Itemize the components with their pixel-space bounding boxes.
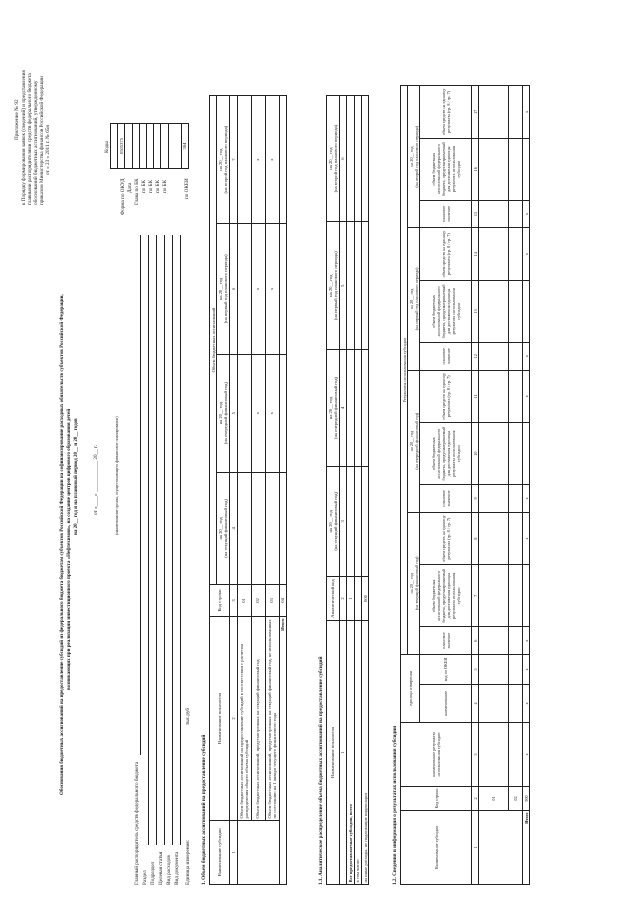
field-razdel-line bbox=[148, 235, 149, 845]
doc-date-line: от «____» ____________ 20__ г. bbox=[93, 445, 99, 515]
field-podrazdel: Подраздел bbox=[150, 861, 156, 885]
s1-h-indicator: Наименование показателя bbox=[210, 617, 230, 821]
appendix-line5: от « 23 » 2011 г. № 65н bbox=[45, 124, 51, 175]
codes-row-date: Дата bbox=[127, 182, 133, 193]
s11-h-p4: на 20__ год (на второй год планового периода) bbox=[327, 96, 340, 222]
s11-h-indicator: Наименование показателя bbox=[327, 621, 340, 885]
codes-row-bk2: по БК bbox=[148, 179, 154, 193]
s1-subsidy-cell bbox=[237, 821, 279, 885]
s12-h-p3: на 20__ год (на первый год планового периода) bbox=[408, 228, 420, 370]
s12-colnums: 1 2 3 4 5 6 7 8 9 10 11 12 13 14 15 16 17 bbox=[472, 86, 479, 885]
field-target-line bbox=[164, 235, 165, 845]
s1-colnums: 1 2 3 4 5 6 7 bbox=[230, 96, 237, 885]
s12-subsidy-cell bbox=[479, 811, 523, 885]
appendix-line1: к Порядку формирования заявок (сведений) и представления bbox=[21, 70, 27, 205]
section11-table bbox=[326, 95, 369, 885]
codes-box bbox=[110, 123, 189, 169]
field-vid-rashodov: Вид расходов bbox=[166, 855, 172, 885]
units-label: Единица измерения: bbox=[185, 839, 191, 885]
table-row: на иные расходы, не подлежащие индексации 000 bbox=[362, 96, 369, 885]
s1-h-code: Код строки bbox=[210, 585, 230, 617]
codes-row-bk1: по БК bbox=[141, 179, 147, 193]
appendix-number: Приложение № 92 bbox=[14, 99, 20, 140]
s12-h-p2: на 20__ год (на очередной финансовый год) bbox=[408, 370, 420, 512]
table-row: Объем бюджетных ассигнований, предусмотренных на текущий финансовый год 02 х х х bbox=[251, 96, 265, 885]
s1-h-p2: на 20__ год (на очередной финансовый год) bbox=[217, 354, 230, 472]
field-razdel: Раздел bbox=[142, 870, 148, 885]
s1-h-p3: на 20__ год (на первый год планового периода) bbox=[217, 224, 230, 354]
appendix-line4: приказом Министерства финансов Российской Федерации bbox=[39, 76, 45, 205]
s12-h-unit: единица измерения bbox=[401, 655, 420, 723]
s11-h-p3: на 20__ год (на первый год планового периода) bbox=[327, 222, 340, 350]
section12-table: Наименование субсидии Код строки наименование результата использования субсидии единица измерения Результаты использования субсидии на 20__ год (на текущий финансовый год) на 20__ год (на очередной финансовый год) на 20__ год (на первый год планового периода) на 20__ год (на второй год планового периода) наименование код по ОКЕИ плановое значение объем бюджетных ассигнований федерального бюджета, предусматриваемый для достижения единицы результата использования субсидии объем средств на единицу результата (гр. 8 / гр. 7) плановое значение объем бюджетных ассигнований федерального бюджета, предусматриваемый для достижения единицы результата использования субсидии объем средств на единицу результата (гр. 8 / гр. 7) плановое значение объем бюджетных ассигнований федерального бюджета, предусматриваемый для достижения единицы результата использования субсидии объем средств на единицу результата (гр. 8 / гр. 7) плановое значение объем бюджетных ассигнований федерального бюджета, предусматриваемый для достижения единицы результата использования субсидии объем средств на единицу результата (гр. 8 / гр. 7) 1 2 3 4 5 6 7 8 9 10 11 12 13 14 15 16 17 01 02 Итого 900 х х х х х х х х х х х bbox=[400, 85, 530, 885]
table-row: Все предоставляемые субсидии, всего 1 bbox=[347, 96, 354, 885]
codes-row-bk4: по БК bbox=[162, 179, 168, 193]
doc-title-3: на 20__ год и на плановый период 20__ и 20__ годов bbox=[74, 418, 79, 535]
codes-row-glava: Глава по БК bbox=[134, 178, 140, 205]
field-target: Целевая статья bbox=[158, 851, 164, 885]
s1-h-subsidy: Наименование субсидии bbox=[210, 821, 230, 885]
s12-h-results: Результаты использования субсидии bbox=[401, 86, 408, 655]
s1-h-group: Объем бюджетных ассигнований bbox=[210, 96, 217, 585]
s11-h-p2: на 20__ год (на очередной финансовый год) bbox=[327, 350, 340, 466]
field-grbs: Главный распорядитель средств федерального бюджета bbox=[134, 761, 140, 885]
doc-title-1: Обоснования бюджетных ассигнований на предоставление субсидий из федерального бюджета бюджетам субъектов Российской Федерации на софинансирование расходных обязательств субъектов Российской Федерации, bbox=[60, 294, 65, 795]
s11-h-code: Аналитический код bbox=[327, 577, 340, 621]
codes-row-bk3: по БК bbox=[155, 179, 161, 193]
s12-h-result: наименование результата использования субсидии bbox=[401, 723, 472, 787]
section1-title: 1. Объем бюджетных ассигнований на предоставление субсидий bbox=[201, 734, 207, 885]
s1-h-p1: на 20__ год (на текущий финансовый год) bbox=[217, 472, 230, 584]
codes-okei-label: по ОКЕИ bbox=[184, 178, 190, 199]
s12-h-code: Код строки bbox=[401, 787, 472, 811]
table-row: Объем бюджетных ассигнований на предоставление субсидий в соответствии с расчетом распределения общего объема субсидий 01 bbox=[237, 96, 251, 885]
codes-form-label: Форма по ОКУД bbox=[120, 178, 126, 215]
appendix-line3: обоснований бюджетных ассигнований, утвержденному bbox=[33, 80, 39, 205]
s1-total-row: Итого 04 bbox=[279, 96, 286, 885]
s1-h-p4: на 20__ год (на второй год планового периода) bbox=[217, 96, 230, 224]
s12-h-p4: на 20__ год (на второй год планового периода) bbox=[408, 86, 420, 228]
codes-header: Коды bbox=[104, 141, 110, 153]
s11-colnums: 1 2 3 4 5 6 bbox=[339, 96, 346, 885]
s12-h-subsidy: Наименование субсидии bbox=[401, 811, 472, 885]
field-podrazdel-line bbox=[156, 235, 157, 845]
section1-table bbox=[209, 95, 287, 885]
codes-form-code: 0505375 bbox=[118, 124, 125, 169]
table-row: Объем бюджетных ассигнований, предусмотренных на текущий финансовый год, не использованных по состоянию на 1 января текущего финансового года 03 х х х bbox=[265, 96, 279, 885]
section11-title: 1.1. Аналитическое распределение объема бюджетных ассигнований на предоставление субсидий bbox=[318, 656, 324, 885]
field-vid-doc-line bbox=[180, 235, 181, 845]
table-row: в том числе: bbox=[354, 96, 361, 885]
field-vid-rashodov-line bbox=[172, 235, 173, 845]
appendix-line2: главными распорядителями средств федерального бюджета bbox=[27, 73, 33, 205]
units-value: тыс.руб bbox=[185, 707, 191, 725]
codes-okei-code: 384 bbox=[181, 124, 188, 169]
s12-total-row: Итого 900 х х х х х х х х х х х bbox=[523, 86, 530, 885]
field-grbs-line bbox=[140, 235, 141, 755]
section12-title: 1.2. Сведения и информация о результатах использования субсидии bbox=[392, 725, 398, 885]
doc-title-2: возникающих при реализации инвестиционного проекта «Нефтехимия», на создание центров цифрового образования детей bbox=[67, 408, 72, 690]
field-vid-doc: Вид документа bbox=[174, 851, 180, 885]
s12-h-p1: на 20__ год (на текущий финансовый год) bbox=[408, 512, 420, 654]
table-row: 01 bbox=[479, 86, 509, 885]
doc-date-hint: (наименование органа, осуществляющего финансовое планирование) bbox=[114, 416, 119, 535]
s11-h-p1: на 20__ год (на текущий финансовый год) bbox=[327, 466, 340, 576]
codes-cell-head bbox=[111, 124, 118, 169]
table-row: 02 bbox=[509, 86, 523, 885]
